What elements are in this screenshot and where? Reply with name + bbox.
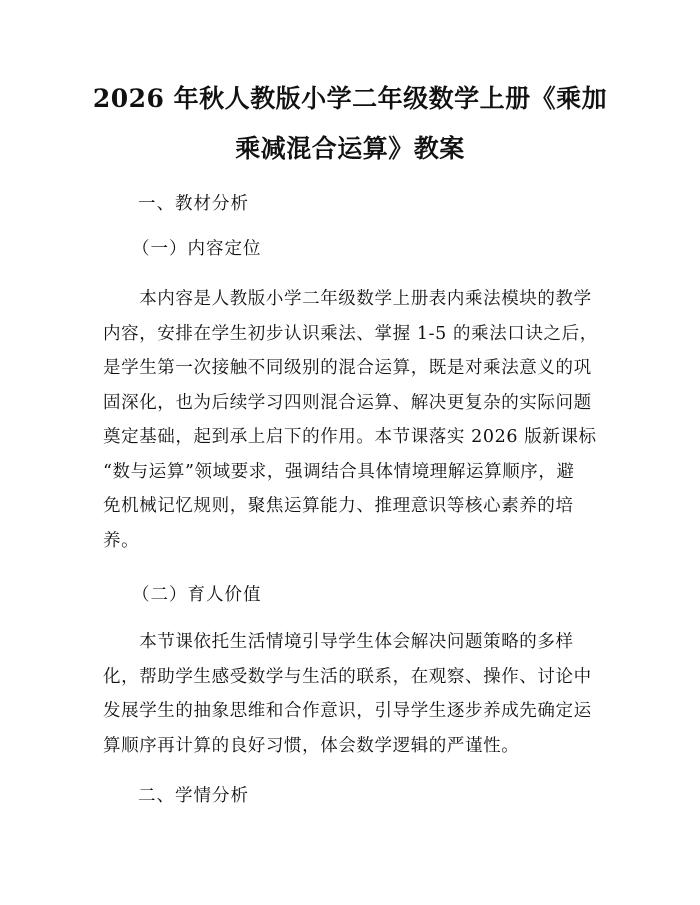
subsection-heading-educational-value: （二）育人价值 xyxy=(132,585,262,605)
paragraph-content-positioning xyxy=(103,282,603,558)
document-title-line-1: 2026 年秋人教版小学二年级数学上册《乘加 xyxy=(92,84,608,113)
section-heading-learner-analysis: 二、学情分析 xyxy=(138,786,249,806)
paragraph-line: 算顺序再计算的良好习惯，体会数学逻辑的严谨性。 xyxy=(103,735,520,756)
paragraph-line: 化，帮助学生感受数学与生活的联系，在观察、操作、讨论中 xyxy=(103,666,592,687)
subsection-heading-content-positioning: （一）内容定位 xyxy=(132,239,262,259)
section-heading-textbook-analysis: 一、教材分析 xyxy=(138,194,249,214)
paragraph-line: 养。 xyxy=(103,530,140,551)
paragraph-line: 发展学生的抽象思维和合作意识，引导学生逐步养成先确定运 xyxy=(103,701,592,721)
paragraph-line: 本内容是人教版小学二年级数学上册表内乘法模块的教学 xyxy=(103,289,592,309)
paragraph-line: 奠定基础，起到承上启下的作用。本节课落实 2026 版新课标 xyxy=(103,427,597,447)
paragraph-line: “数与运算”领域要求，强调结合具体情境理解运算顺序，避 xyxy=(103,461,575,482)
paragraph-line: 本节课依托生活情境引导学生体会解决问题策略的多样 xyxy=(103,632,574,652)
paragraph-line: 固深化，也为后续学习四则混合运算、解决更复杂的实际问题 xyxy=(103,392,592,413)
paragraph-educational-value xyxy=(103,625,603,763)
document-title-line-2: 乘减混合运算》教案 xyxy=(235,134,465,163)
paragraph-line: 免机械记忆规则，聚焦运算能力、推理意识等核心素养的培 xyxy=(103,496,574,516)
paragraph-line: 是学生第一次接触不同级别的混合运算，既是对乘法意义的巩 xyxy=(103,358,592,378)
paragraph-line: 内容，安排在学生初步认识乘法、掌握 1-5 的乘法口诀之后， xyxy=(103,323,598,344)
